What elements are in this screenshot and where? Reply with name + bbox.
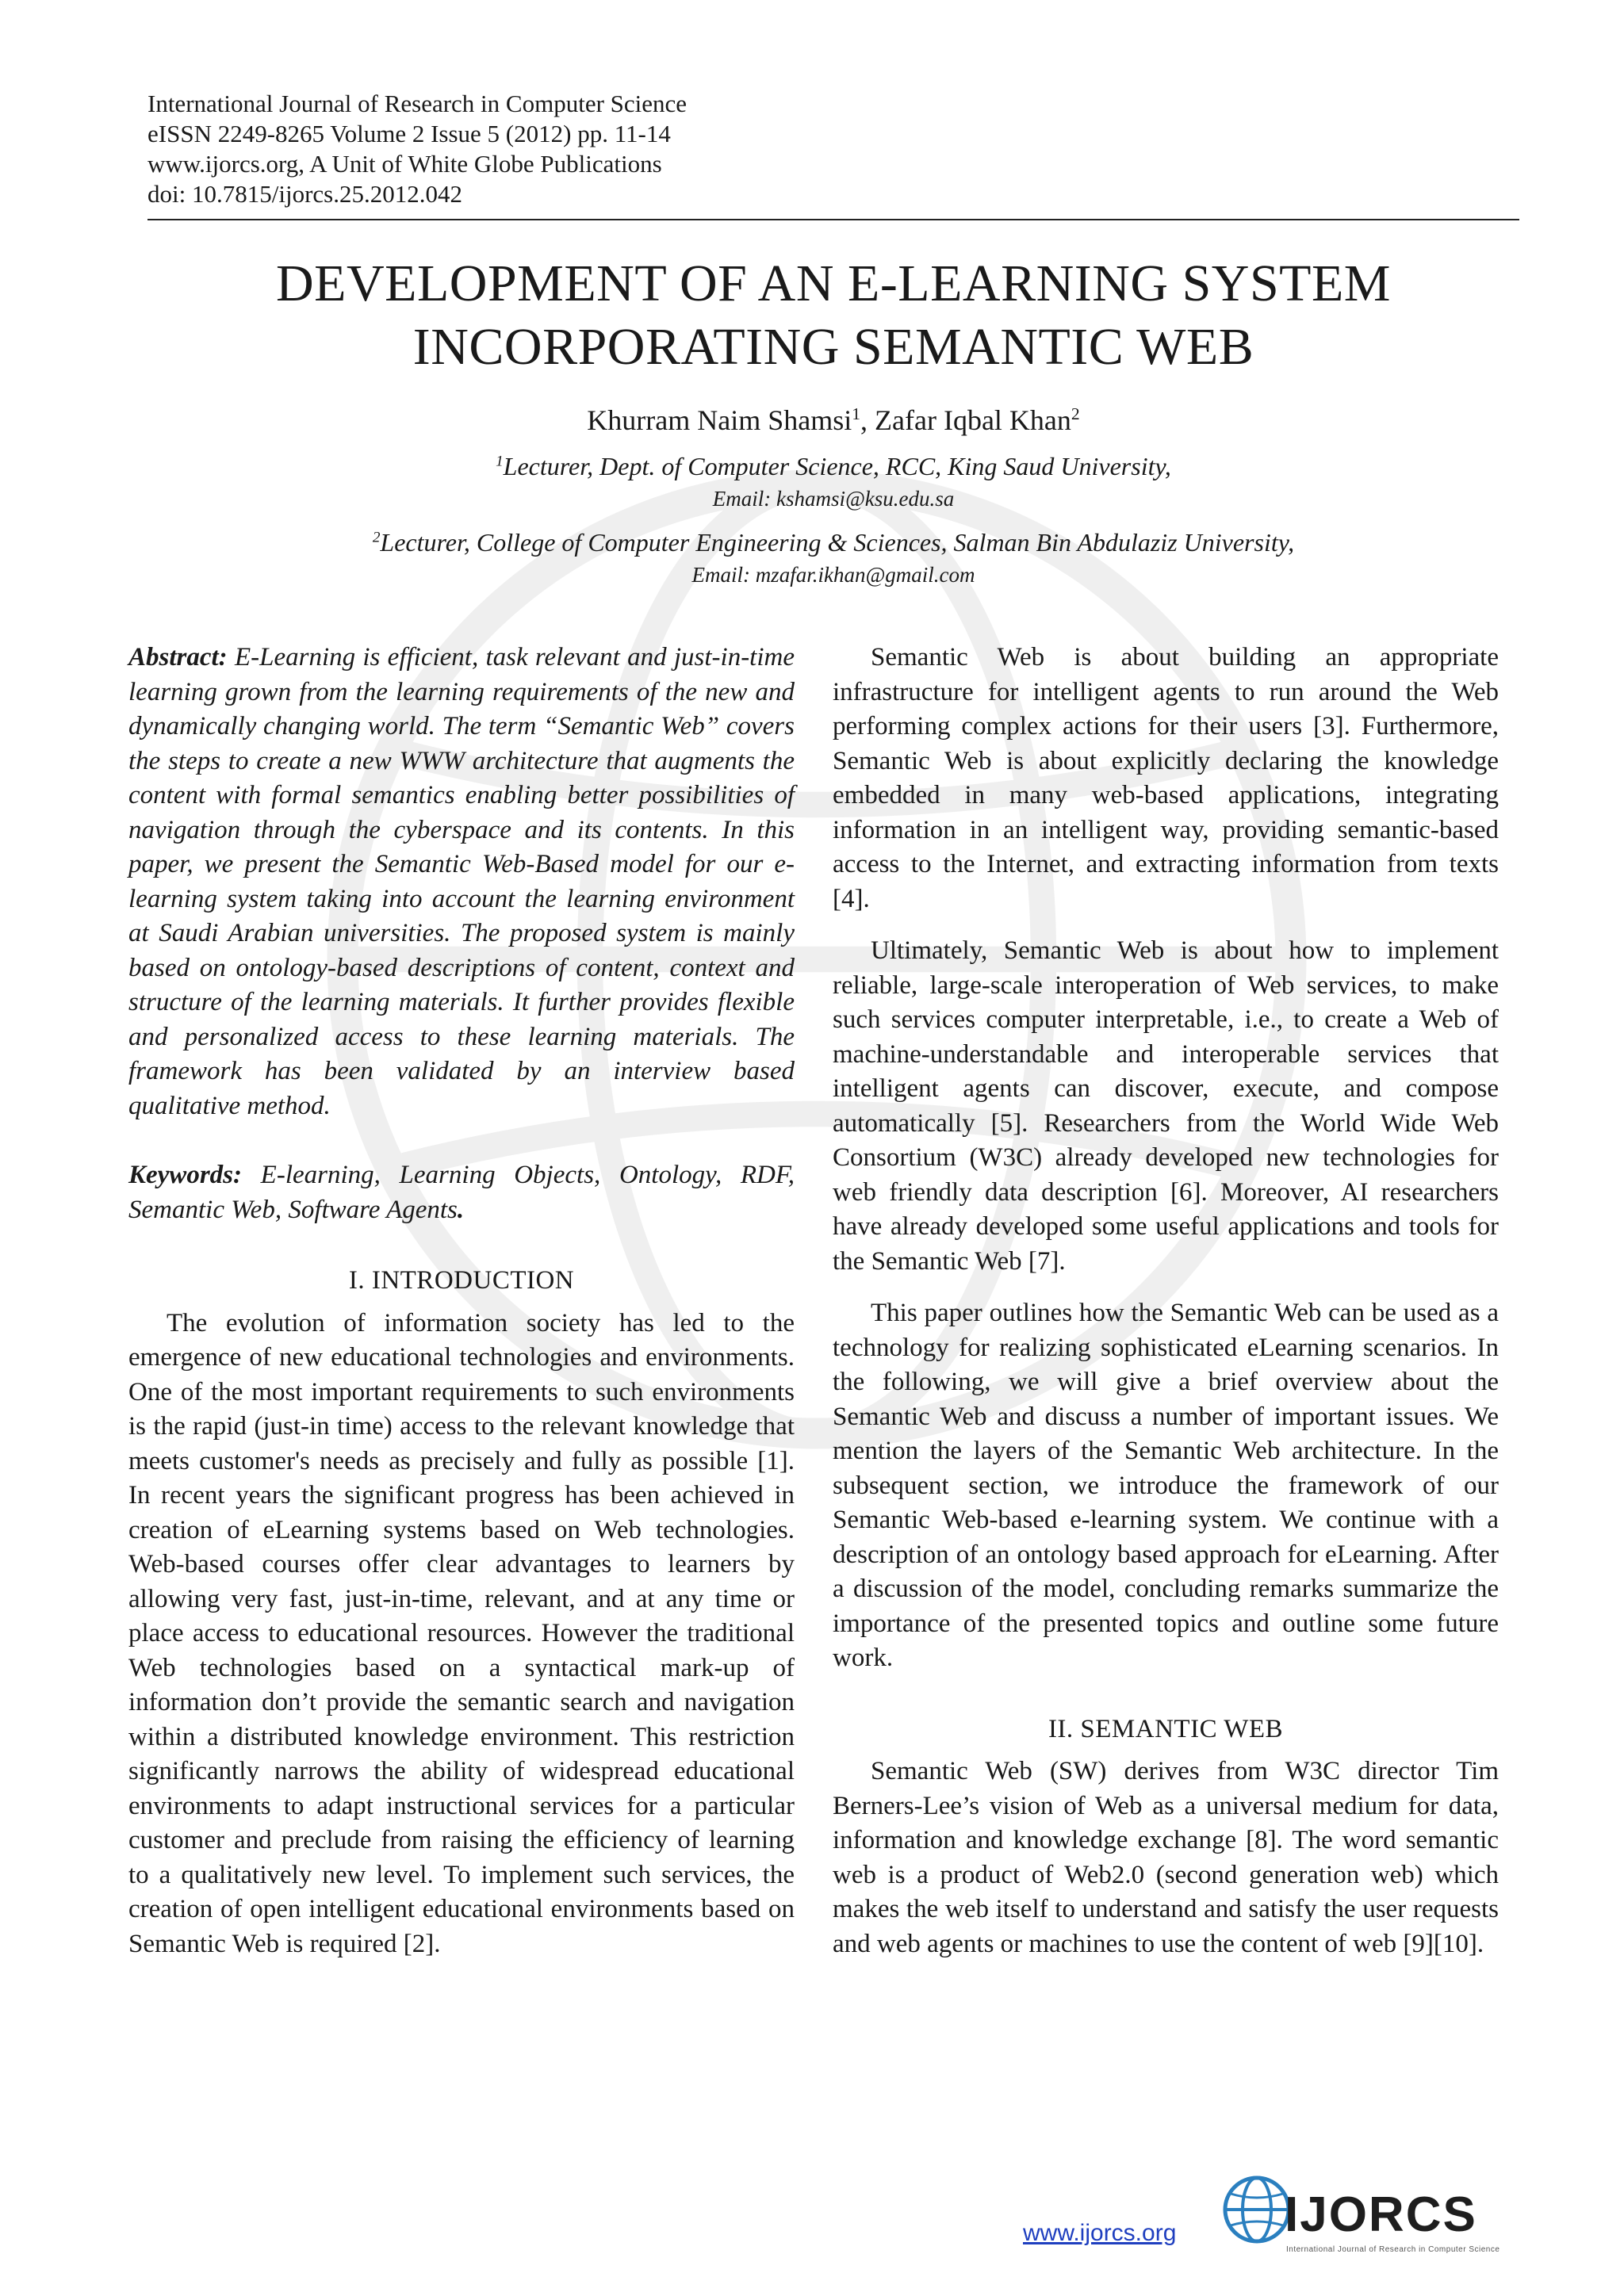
right-paragraph-1: Semantic Web is about building an appropriate infrastructure for intelligent agents to run around the Web performing complex actions for their users [3]. Furthermore, Semantic Web is about explicitly declaring the knowledge embedded in many web-based applications, integrating information in an intelligent way, providing semantic-based access to the Internet, and extracting information from texts [4]. xyxy=(833,643,1499,913)
author-2: Zafar Iqbal Khan xyxy=(875,404,1071,436)
semantic-web-paragraph-1: Semantic Web (SW) derives from W3C director Tim Berners-Lee’s vision of Web as a universal medium for data, information and knowledge exchange [8]. The word semantic web is a product of Web2.0 (second generation web) which makes the web itself to understand and satisfy the user requests and web agents or machines to use the content of web [9][10]. xyxy=(833,1757,1499,1958)
abstract-text: E-Learning is efficient, task relevant and just-in-time learning grown from the learning requirements of the new and dynamically changing world. The term “Semantic Web” covers the steps to create a new WWW architecture that augments the content with formal semantics enabling better possibilities of navigation through the cyberspace and its contents. In this paper, we present the Semantic Web-Based model for our e-learning system taking into account the learning environment at Saudi Arabian universities. The proposed system is mainly based on ontology-based descriptions of content, context and structure of the learning materials. It further provides flexible and personalized access to these learning materials. The framework has been validated by an interview based qualitative method. xyxy=(128,643,795,1120)
paper-title xyxy=(147,252,1519,379)
keywords xyxy=(128,1158,795,1227)
journal-website: www.ijorcs.org, A Unit of White Globe Publications xyxy=(147,150,662,178)
left-column xyxy=(128,641,795,1961)
author-1-sup: 1 xyxy=(852,404,861,423)
journal-doi: doi: 10.7815/ijorcs.25.2012.042 xyxy=(147,180,462,208)
author-2-sup: 2 xyxy=(1071,404,1080,423)
right-paragraph-3: This paper outlines how the Semantic Web can be used as a technology for realizing sophisticated eLearning scenarios. In the following, we will give a brief overview about the Semantic Web and discuss a number of important issues. We mention the layers of the Semantic Web architecture. In the subsequent section, we introduce the framework of our Semantic Web-based e-learning system. We continue with a description of an ontology based approach for eLearning. After a discussion of the model, concluding remarks summarize the importance of the presented topics and outline some future work. xyxy=(833,1299,1499,1672)
paper-title-line-1: DEVELOPMENT OF AN E-LEARNING SYSTEM xyxy=(276,254,1391,312)
section-heading-semantic-web: II. SEMANTIC WEB xyxy=(1048,1714,1284,1743)
author-separator: , xyxy=(860,404,875,436)
ijorcs-logo-tagline: International Journal of Research in Computer Science xyxy=(1286,2245,1500,2254)
footer-website-link[interactable]: www.ijorcs.org xyxy=(1023,2220,1177,2246)
header-divider xyxy=(147,219,1519,220)
journal-issn: eISSN 2249-8265 Volume 2 Issue 5 (2012) pp. 11-14 xyxy=(147,120,671,147)
section-heading-introduction: I. INTRODUCTION xyxy=(348,1266,575,1295)
intro-paragraph-1: The evolution of information society has led to the emergence of new educational technologies and environments. One of the most important requirements to such environments is the rapid (just-in time) access to the relevant knowledge that meets customer's needs as precisely and fully as possible [1]. In recent years the significant progress has been achieved in creation of eLearning systems based on Web technologies. Web-based courses offer clear advantages to learners by allowing very fast, just-in-time, relevant, and at any time or place access to educational resources. However the traditional Web technologies based on a syntactical mark-up of information don’t provide the semantic search and navigation within a distributed knowledge environment. This restriction significantly narrows the ability of widespread educational environments to adapt instructional services for a particular customer and preclude from raising the efficiency of learning to a qualitatively new level. To implement such services, the creation of open intelligent educational environments based on Semantic Web is required [2]. xyxy=(128,1308,795,1958)
keywords-text: E-learning, Learning Objects, Ontology, RDF, Semantic Web, Software Agents xyxy=(128,1161,795,1224)
affiliation-2-sup: 2 xyxy=(372,529,381,546)
affiliation-2 xyxy=(147,526,1519,558)
affiliation-1 xyxy=(147,450,1519,482)
affiliation-1-email: Email: kshamsi@ksu.edu.sa xyxy=(712,487,955,511)
affiliation-2-text: Lecturer, College of Computer Engineering & Sciences, Salman Bin Abdulaziz University, xyxy=(380,528,1295,557)
keywords-end: . xyxy=(457,1195,465,1224)
journal-name: International Journal of Research in Computer Science xyxy=(147,90,688,117)
keywords-label: Keywords: xyxy=(128,1161,242,1189)
right-paragraph-2: Ultimately, Semantic Web is about how to implement reliable, large-scale interoperation of Web services, to make such services computer interpretable, i.e., to create a Web of machine-understandable and interoperable services that intelligent agents can discover, execute, and compose automatically [5]. Researchers from the World Wide Web Consortium (W3C) already developed new technologies for web friendly data description [6]. Moreover, AI researchers have already developed some useful applications and tools for the Semantic Web [7]. xyxy=(833,936,1499,1276)
affiliation-1-text: Lecturer, Dept. of Computer Science, RCC, King Saud University, xyxy=(503,452,1171,480)
affiliation-1-sup: 1 xyxy=(496,453,504,470)
author-1: Khurram Naim Shamsi xyxy=(587,404,852,436)
authors xyxy=(147,403,1519,438)
paper-title-line-2: INCORPORATING SEMANTIC WEB xyxy=(412,318,1254,376)
abstract xyxy=(128,641,795,1123)
abstract-label: Abstract: xyxy=(128,643,228,672)
ijorcs-logo-text: IJORCS xyxy=(1285,2187,1477,2242)
affiliation-2-email: Email: mzafar.ikhan@gmail.com xyxy=(691,563,975,587)
right-column xyxy=(833,641,1499,1961)
journal-header xyxy=(147,89,1519,209)
